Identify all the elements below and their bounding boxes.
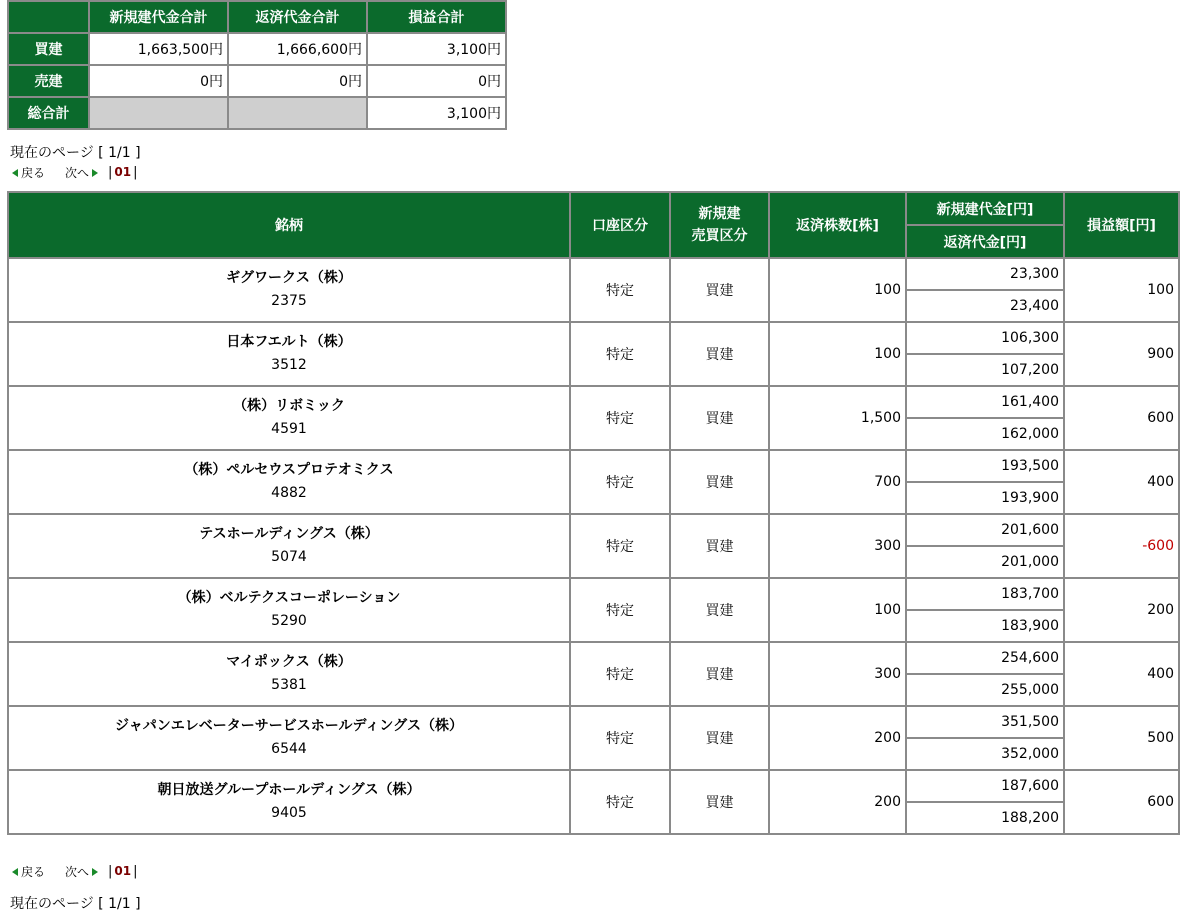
arrow-right-icon (92, 169, 98, 177)
summary-label: 買建 (9, 34, 88, 64)
stock-name: （株）リボミック (233, 398, 345, 414)
summary-header-close: 返済代金合計 (229, 2, 366, 32)
pagination-top (12, 164, 138, 181)
trade-side: 買建 (671, 387, 768, 449)
account-type: 特定 (571, 643, 669, 705)
stock-code: 5074 (271, 549, 307, 565)
position-row (9, 451, 1178, 481)
stock-cell (9, 707, 569, 769)
profit-loss: 900 (1065, 323, 1178, 385)
trade-side: 買建 (671, 579, 768, 641)
open-amount: 23,300 (907, 259, 1063, 289)
stock-name: （株）ペルセウスプロテオミクス (184, 462, 394, 478)
stock-cell (9, 259, 569, 321)
header-qty: 返済株数[株] (770, 193, 905, 257)
open-amount: 106,300 (907, 323, 1063, 353)
header-side-line1: 新規建 (698, 206, 741, 222)
next-link[interactable] (65, 863, 98, 880)
page-number: | 01 | (108, 165, 138, 180)
trade-side: 買建 (671, 707, 768, 769)
stock-name: （株）ベルテクスコーポレーション (177, 590, 401, 606)
summary-close: 0円 (229, 66, 366, 96)
next-label: 次へ (65, 166, 90, 180)
page-01-link[interactable]: 01 (114, 165, 132, 179)
back-label: 戻る (21, 865, 46, 879)
profit-loss: 500 (1065, 707, 1178, 769)
header-name: 銘柄 (9, 193, 569, 257)
position-row (9, 515, 1178, 545)
account-type: 特定 (571, 323, 669, 385)
summary-close: 1,666,600円 (229, 34, 366, 64)
summary-gray-cell (90, 98, 227, 128)
stock-cell (9, 387, 569, 449)
page-info-top: 現在のページ [ 1/1 ] (10, 145, 141, 161)
stock-code: 6544 (271, 741, 307, 757)
positions-header-row (9, 193, 1178, 224)
stock-code: 4591 (271, 421, 307, 437)
back-link[interactable] (12, 164, 45, 181)
stock-cell (9, 451, 569, 513)
summary-row-total (9, 98, 505, 128)
profit-loss: 400 (1065, 451, 1178, 513)
page-number: | 01 | (108, 864, 138, 879)
stock-cell (9, 643, 569, 705)
next-link[interactable] (65, 164, 98, 181)
profit-loss: 200 (1065, 579, 1178, 641)
summary-pl: 3,100円 (368, 34, 505, 64)
open-amount: 187,600 (907, 771, 1063, 801)
close-amount: 23,400 (907, 291, 1063, 321)
stock-code: 4882 (271, 485, 307, 501)
positions-body (9, 259, 1178, 833)
summary-open: 0円 (90, 66, 227, 96)
close-amount: 255,000 (907, 675, 1063, 705)
close-qty: 300 (770, 515, 905, 577)
position-row (9, 259, 1178, 289)
close-amount: 193,900 (907, 483, 1063, 513)
summary-row-sell (9, 66, 505, 96)
summary-table (7, 0, 507, 130)
header-side-line2: 売買区分 (691, 228, 748, 244)
stock-code: 3512 (271, 357, 307, 373)
summary-corner (9, 2, 88, 32)
stock-cell (9, 579, 569, 641)
header-open-amount: 新規建代金[円] (907, 193, 1063, 224)
open-amount: 351,500 (907, 707, 1063, 737)
open-amount: 254,600 (907, 643, 1063, 673)
stock-name: 日本フエルト（株） (226, 334, 352, 350)
back-link[interactable] (12, 863, 45, 880)
position-row (9, 771, 1178, 801)
summary-header-open: 新規建代金合計 (90, 2, 227, 32)
account-type: 特定 (571, 451, 669, 513)
summary-total-label: 総合計 (9, 98, 88, 128)
header-side (671, 193, 768, 257)
close-amount: 201,000 (907, 547, 1063, 577)
profit-loss: -600 (1065, 515, 1178, 577)
close-qty: 300 (770, 643, 905, 705)
open-amount: 183,700 (907, 579, 1063, 609)
account-type: 特定 (571, 387, 669, 449)
summary-pl: 0円 (368, 66, 505, 96)
position-row (9, 643, 1178, 673)
arrow-left-icon (12, 868, 18, 876)
summary-open: 1,663,500円 (90, 34, 227, 64)
position-row (9, 387, 1178, 417)
close-qty: 200 (770, 707, 905, 769)
close-qty: 100 (770, 323, 905, 385)
close-qty: 700 (770, 451, 905, 513)
header-pl: 損益額[円] (1065, 193, 1178, 257)
profit-loss: 600 (1065, 387, 1178, 449)
open-amount: 161,400 (907, 387, 1063, 417)
pagination-bottom (12, 863, 138, 880)
close-qty: 1,500 (770, 387, 905, 449)
positions-table (7, 191, 1180, 835)
header-close-amount: 返済代金[円] (907, 226, 1063, 257)
profit-loss: 100 (1065, 259, 1178, 321)
back-label: 戻る (21, 166, 46, 180)
trade-side: 買建 (671, 259, 768, 321)
stock-cell (9, 323, 569, 385)
summary-label: 売建 (9, 66, 88, 96)
position-row (9, 707, 1178, 737)
trade-side: 買建 (671, 323, 768, 385)
summary-header-row (9, 2, 505, 32)
stock-code: 2375 (271, 293, 307, 309)
stock-name: テスホールディングス（株） (199, 526, 379, 542)
close-amount: 107,200 (907, 355, 1063, 385)
position-row (9, 323, 1178, 353)
stock-code: 9405 (271, 805, 307, 821)
account-type: 特定 (571, 259, 669, 321)
close-amount: 188,200 (907, 803, 1063, 833)
page-01-link[interactable]: 01 (114, 864, 132, 878)
arrow-left-icon (12, 169, 18, 177)
position-row (9, 579, 1178, 609)
profit-loss: 400 (1065, 643, 1178, 705)
trade-side: 買建 (671, 771, 768, 833)
close-qty: 100 (770, 259, 905, 321)
page-info-bottom: 現在のページ [ 1/1 ] (10, 896, 141, 912)
profit-loss: 600 (1065, 771, 1178, 833)
close-qty: 200 (770, 771, 905, 833)
summary-header-pl: 損益合計 (368, 2, 505, 32)
header-account: 口座区分 (571, 193, 669, 257)
summary-row-buy (9, 34, 505, 64)
close-amount: 352,000 (907, 739, 1063, 769)
trade-side: 買建 (671, 451, 768, 513)
account-type: 特定 (571, 771, 669, 833)
stock-code: 5381 (271, 677, 307, 693)
stock-name: ギグワークス（株） (226, 270, 352, 286)
trade-side: 買建 (671, 515, 768, 577)
account-type: 特定 (571, 579, 669, 641)
open-amount: 193,500 (907, 451, 1063, 481)
trade-side: 買建 (671, 643, 768, 705)
summary-gray-cell (229, 98, 366, 128)
account-type: 特定 (571, 707, 669, 769)
stock-name: 朝日放送グループホールディングス（株） (157, 782, 421, 798)
summary-total-pl: 3,100円 (368, 98, 505, 128)
stock-code: 5290 (271, 613, 307, 629)
close-amount: 183,900 (907, 611, 1063, 641)
close-amount: 162,000 (907, 419, 1063, 449)
arrow-right-icon (92, 868, 98, 876)
stock-cell (9, 771, 569, 833)
account-type: 特定 (571, 515, 669, 577)
open-amount: 201,600 (907, 515, 1063, 545)
stock-name: マイポックス（株） (226, 654, 352, 670)
stock-cell (9, 515, 569, 577)
close-qty: 100 (770, 579, 905, 641)
next-label: 次へ (65, 865, 90, 879)
stock-name: ジャパンエレベーターサービスホールディングス（株） (115, 718, 463, 734)
